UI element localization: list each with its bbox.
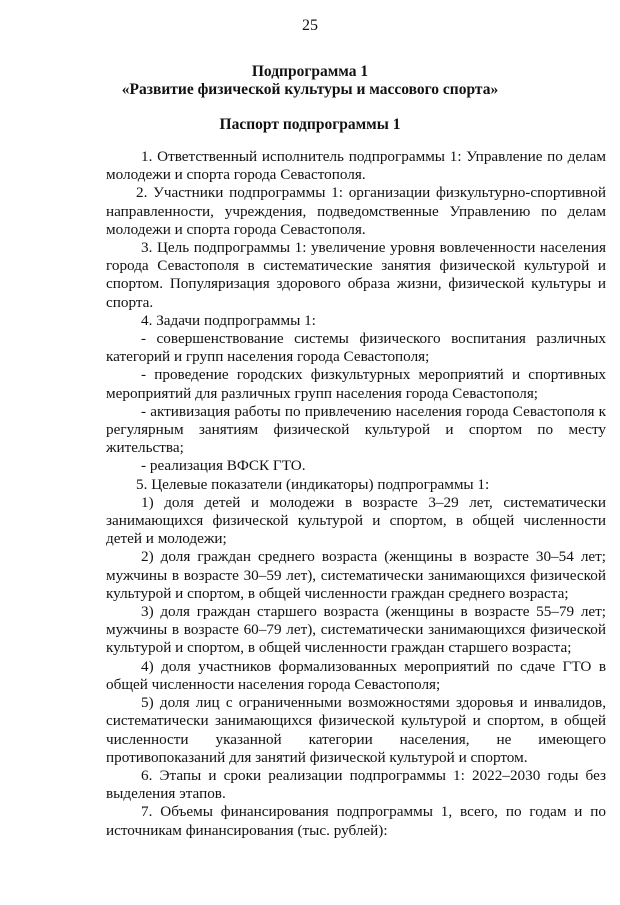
paragraph-tasks-heading: 4. Задачи подпрограммы 1: bbox=[141, 311, 316, 329]
paragraph-participants: 2. Участники подпрограммы 1: организации физкультурно-спортивной направленности, учреждения, подведомственные Управлению по делам молодежи и спорта города Севастополя. bbox=[106, 184, 606, 238]
indicator-item: 4) доля участников формализованных мероприятий по сдаче ГТО в общей численности населения города Севастополя; bbox=[106, 657, 606, 693]
task-item: - проведение городских физкультурных мероприятий и спортивных мероприятий для различных групп населения города Севастополя; bbox=[106, 366, 606, 402]
indicator-item: 1) доля детей и молодежи в возрасте 3–29 лет, систематически занимающихся физической культурой и спортом, в общей численности детей и молодежи; bbox=[106, 493, 606, 548]
page-number: 25 bbox=[302, 17, 318, 34]
task-item: - активизация работы по привлечению населения города Севастополя к регулярным занятиям физической культурой и спортом по месту жительства; bbox=[106, 402, 606, 457]
indicator-item: 2) доля граждан среднего возраста (женщины в возрасте 30–54 лет; мужчины в возрасте 30–59 лет), систематически занимающихся физической культурой и спортом, в общей численности граждан среднего возраста; bbox=[106, 548, 606, 602]
paragraph-financing: 7. Объемы финансирования подпрограммы 1, всего, по годам и по источникам финансирования (тыс. рублей): bbox=[106, 803, 606, 839]
document-body bbox=[106, 148, 606, 840]
paragraph-indicators-heading: 5. Целевые показатели (индикаторы) подпрограммы 1: bbox=[136, 475, 490, 493]
indicator-item: 5) доля лиц с ограниченными возможностями здоровья и инвалидов, систематически занимающихся физической культурой и спортом, в общей численности указанной категории населения, не имеющего противопоказаний для занятий физической культурой и спортом. bbox=[106, 694, 606, 766]
subprogram-subtitle: «Развитие физической культуры и массового спорта» bbox=[121, 81, 499, 98]
subprogram-title: Подпрограмма 1 bbox=[251, 63, 369, 80]
passport-title: Паспорт подпрограммы 1 bbox=[219, 116, 401, 133]
indicator-item: 3) доля граждан старшего возраста (женщины в возрасте 55–79 лет; мужчины в возрасте 60–79 лет), систематически занимающихся физической культурой и спортом, в общей численности граждан старшего возраста; bbox=[106, 603, 606, 657]
paragraph-goal: 3. Цель подпрограммы 1: увеличение уровня вовлеченности населения города Севастополя в систематические занятия физической культурой и спортом. Популяризация здорового образа жизни, физической культуры и спорта. bbox=[106, 239, 606, 311]
task-item: - совершенствование системы физического воспитания различных категорий и групп населения города Севастополя; bbox=[106, 330, 606, 366]
paragraph-stages: 6. Этапы и сроки реализации подпрограммы 1: 2022–2030 годы без выделения этапов. bbox=[106, 766, 606, 803]
paragraph-responsible-executor: 1. Ответственный исполнитель подпрограммы 1: Управление по делам молодежи и спорта города Севастополя. bbox=[106, 148, 606, 184]
task-item: - реализация ВФСК ГТО. bbox=[141, 457, 306, 475]
